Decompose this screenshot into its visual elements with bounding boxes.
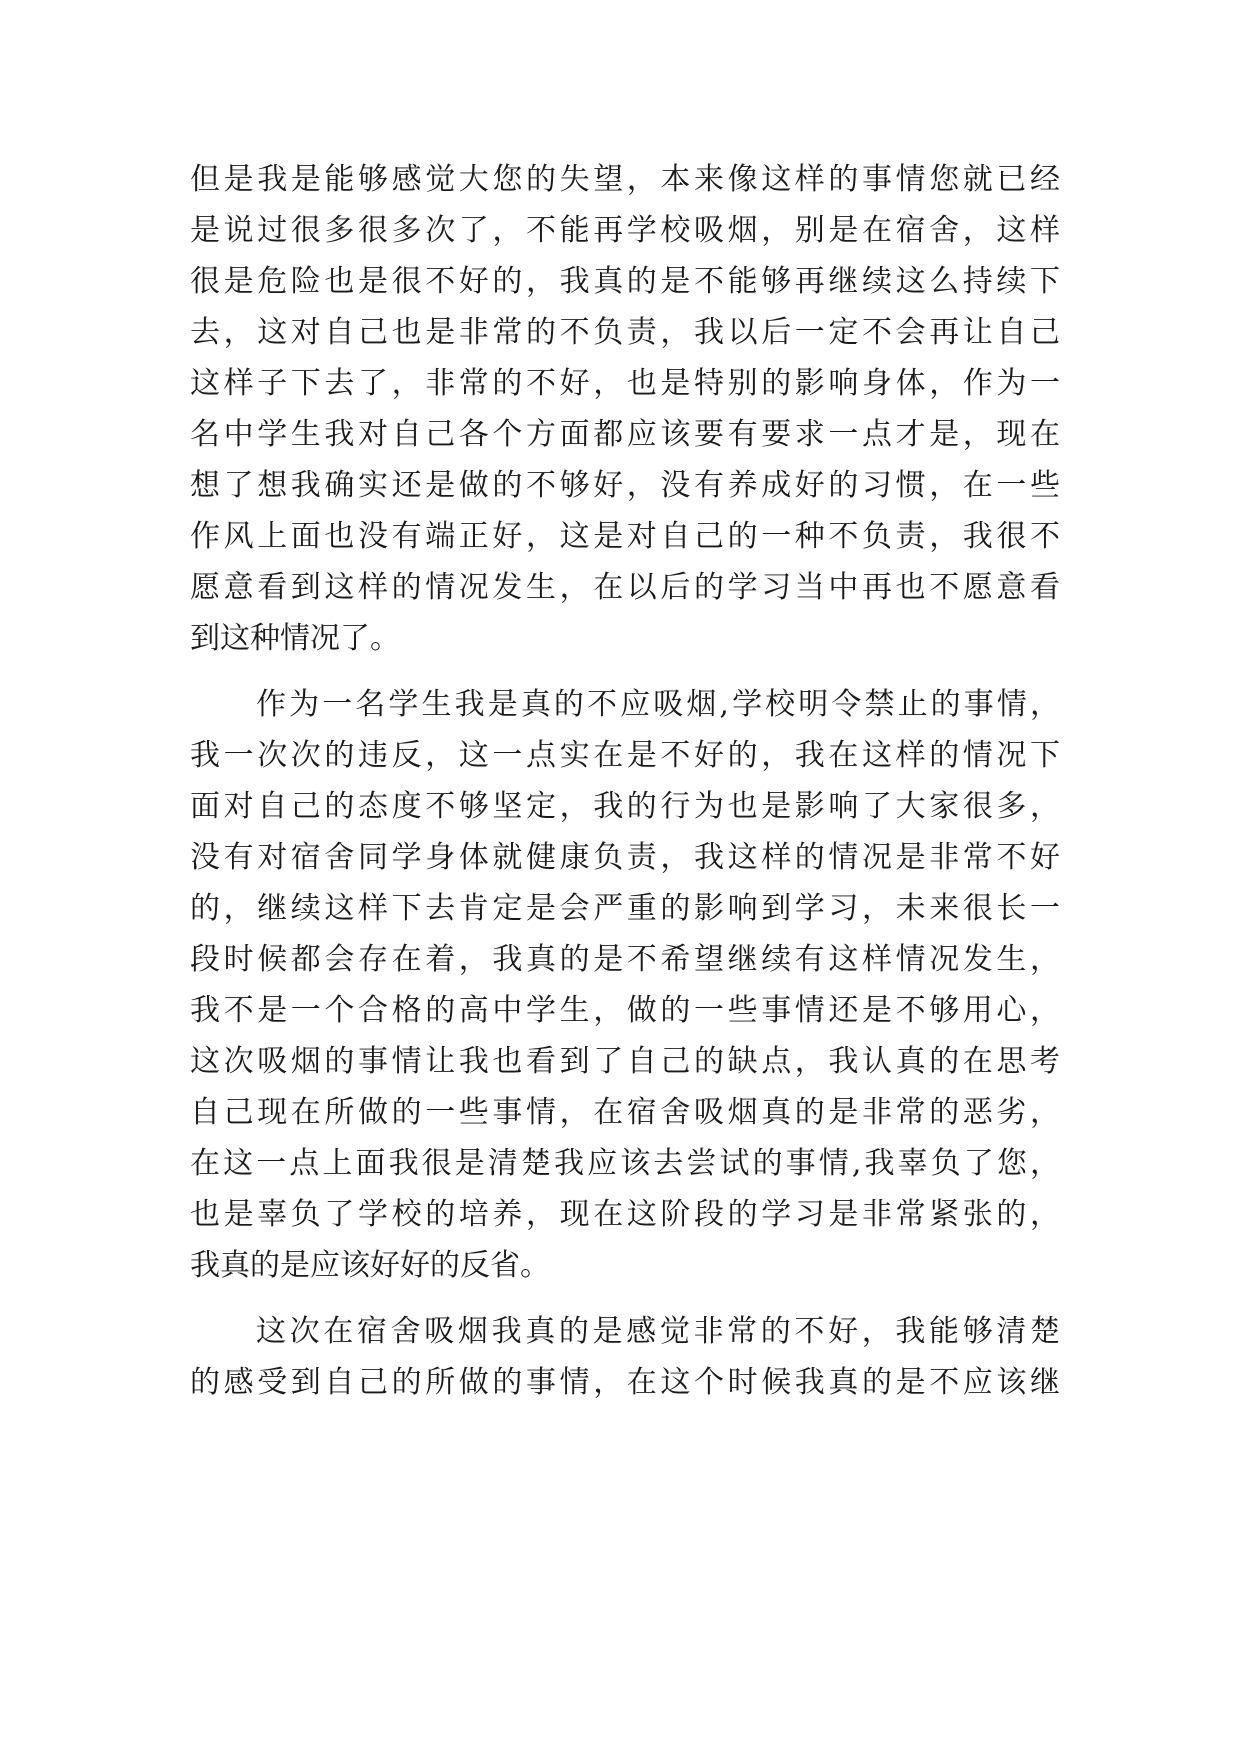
text-line: 在这一点上面我很是清楚我应该去尝试的事情,我辜负了您， bbox=[190, 1146, 1060, 1181]
text-line: 的，继续这样下去肯定是会严重的影响到学习，未来很长一 bbox=[190, 891, 1060, 926]
text-line: 也是辜负了学校的培养，现在这阶段的学习是非常紧张的， bbox=[190, 1197, 1060, 1232]
text-line: 去，这对自己也是非常的不负责，我以后一定不会再让自己 bbox=[190, 315, 1060, 350]
text-line: 我一次次的违反，这一点实在是不好的，我在这样的情况下 bbox=[190, 738, 1060, 773]
text-line: 很是危险也是很不好的，我真的是不能够再继续这么持续下 bbox=[190, 264, 1060, 299]
text-line: 但是我是能够感觉大您的失望，本来像这样的事情您就已经 bbox=[190, 162, 1060, 197]
text-line: 到这种情况了。 bbox=[190, 621, 400, 656]
text-line: 是说过很多很多次了，不能再学校吸烟，别是在宿舍，这样 bbox=[190, 213, 1060, 248]
text-line: 这样子下去了，非常的不好，也是特别的影响身体，作为一 bbox=[190, 366, 1060, 401]
text-line: 这次在宿舍吸烟我真的是感觉非常的不好，我能够清楚 bbox=[256, 1314, 1060, 1349]
text-line: 想了想我确实还是做的不够好，没有养成好的习惯，在一些 bbox=[190, 468, 1060, 503]
text-line: 段时候都会存在着，我真的是不希望继续有这样情况发生， bbox=[190, 942, 1060, 977]
text-line: 的感受到自己的所做的事情，在这个时候我真的是不应该继 bbox=[190, 1365, 1060, 1400]
text-line: 自己现在所做的一些事情，在宿舍吸烟真的是非常的恶劣， bbox=[190, 1095, 1060, 1130]
text-line: 名中学生我对自己各个方面都应该要有要求一点才是，现在 bbox=[190, 417, 1060, 452]
text-line: 没有对宿舍同学身体就健康负责，我这样的情况是非常不好 bbox=[190, 840, 1060, 875]
text-line: 面对自己的态度不够坚定，我的行为也是影响了大家很多， bbox=[190, 789, 1060, 824]
text-line: 我真的是应该好好的反省。 bbox=[190, 1248, 550, 1283]
text-line: 愿意看到这样的情况发生，在以后的学习当中再也不愿意看 bbox=[190, 570, 1060, 605]
text-line: 作风上面也没有端正好，这是对自己的一种不负责，我很不 bbox=[190, 519, 1060, 554]
text-line: 我不是一个合格的高中学生，做的一些事情还是不够用心， bbox=[190, 993, 1060, 1028]
text-line: 作为一名学生我是真的不应吸烟,学校明令禁止的事情， bbox=[256, 687, 1060, 722]
text-line: 这次吸烟的事情让我也看到了自己的缺点，我认真的在思考 bbox=[190, 1044, 1060, 1079]
